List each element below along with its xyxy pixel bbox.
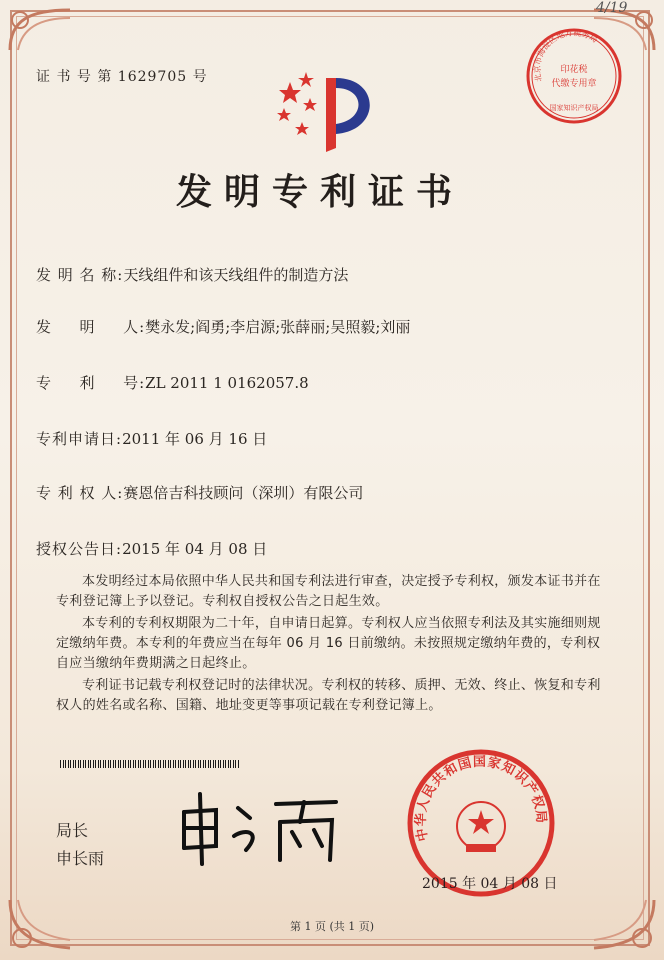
page-footer: 第 1 页 (共 1 页) [289, 920, 375, 933]
field-label: 专利申请日: [36, 430, 123, 448]
field-value: ZL 2011 1 0162057.8 [145, 374, 309, 392]
field-label: 授权公告日: [36, 540, 123, 558]
field-label: 发 明 名 称: [36, 266, 124, 284]
tax-seal [524, 26, 624, 130]
field-grant-date [36, 538, 267, 559]
field-inventors [36, 316, 410, 337]
certificate-title: 发明专利证书 [175, 171, 464, 213]
paragraph-grant: 本发明经过本局依照中华人民共和国专利法进行审查，决定授予专利权，颁发本证书并在专利登记簿上予以登记。专利权自授权公告之日起生效。 [56, 574, 601, 609]
paragraph-legal-status: 专利证书记载专利权登记时的法律状况。专利权的转移、质押、无效、终止、恢复和专利权人的姓名或名称、国籍、地址变更等事项记载在专利登记簿上。 [56, 678, 601, 713]
barcode [60, 760, 240, 768]
field-value: 2015 年 04 月 08 日 [122, 540, 268, 558]
field-invention-name [36, 264, 348, 285]
svg-text:印花税: 印花税 [560, 65, 588, 75]
field-label: 发 明 人: [36, 318, 146, 336]
seal-date: 2015 年 04 月 08 日 [422, 876, 558, 892]
field-value: 赛恩倍吉科技顾问（深圳）有限公司 [123, 484, 364, 502]
director-title: 局长 [56, 821, 89, 840]
field-value: 天线组件和该天线组件的制造方法 [123, 266, 349, 284]
svg-text:北京市海淀区地方税务局: 北京市海淀区地方税务局 [532, 28, 600, 83]
field-patentee [36, 482, 363, 503]
patent-office-logo [270, 68, 390, 162]
svg-text:代缴专用章: 代缴专用章 [551, 79, 597, 89]
director-name: 申长雨 [56, 849, 105, 868]
field-label: 专 利 权 人: [36, 484, 124, 502]
certificate-number: 证 书 号 第 1629705 号 [36, 69, 208, 85]
field-application-date [36, 428, 267, 449]
field-value: 樊永发;阎勇;李启源;张薛丽;吴照毅;刘丽 [145, 318, 411, 336]
paragraph-term: 本专利的专利权期限为二十年，自申请日起算。专利权人应当依照专利法及其实施细则规定缴纳年费。本专利的年费应当在每年 06 月 16 日前缴纳。未按照规定缴纳年费的，专利权自应当缴纳年费期满之日起终止。 [56, 616, 601, 671]
handwritten-mark: 4/19 [596, 0, 628, 16]
svg-text:国家知识产权局: 国家知识产权局 [549, 104, 599, 112]
director-signature [176, 788, 356, 872]
field-label: 专 利 号: [36, 374, 146, 392]
field-patent-number [36, 372, 309, 393]
svg-text:中华人民共和国国家知识产权局: 中华人民共和国国家知识产权局 [413, 754, 549, 843]
field-value: 2011 年 06 月 16 日 [122, 430, 268, 448]
corner-ornament-top-left [0, 0, 80, 60]
